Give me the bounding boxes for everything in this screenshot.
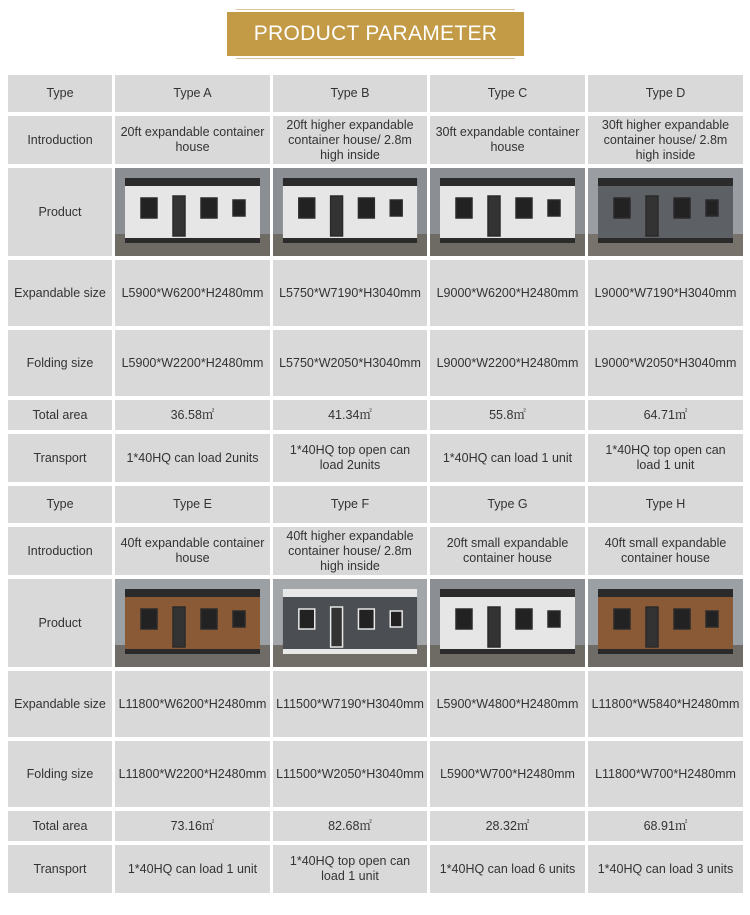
row-label-folding-size: Folding size: [8, 330, 112, 396]
cell-expandable-size: L5900*W4800*H2480mm: [430, 671, 585, 737]
cell-total-area: 41.34㎡: [273, 400, 427, 430]
cell-type: Type G: [430, 486, 585, 523]
cell-type: Type E: [115, 486, 270, 523]
banner-frame-top: [236, 9, 515, 10]
cell-introduction: 20ft small expandable container house: [430, 527, 585, 575]
product-parameter-table: [8, 75, 743, 897]
cell-type: Type A: [115, 75, 270, 112]
cell-type: Type D: [588, 75, 743, 112]
cell-folding-size: L5900*W2200*H2480mm: [115, 330, 270, 396]
row-label-product: Product: [8, 579, 112, 667]
cell-folding-size: L5750*W2050*H3040mm: [273, 330, 427, 396]
cell-folding-size: L5900*W700*H2480mm: [430, 741, 585, 807]
white-panel-house-photo: [273, 168, 427, 256]
cell-folding-size: L11500*W2050*H3040mm: [273, 741, 427, 807]
cell-expandable-size: L5900*W6200*H2480mm: [115, 260, 270, 326]
page-title: PRODUCT PARAMETER: [253, 22, 498, 45]
wood-panel-house-photo: [115, 579, 270, 667]
cell-introduction: 40ft higher expandable container house/ 2.8m high inside: [273, 527, 427, 575]
row-label-product: Product: [8, 168, 112, 256]
wood-panel-house-photo: [588, 579, 743, 667]
cell-introduction: 40ft small expandable container house: [588, 527, 743, 575]
cell-total-area: 82.68㎡: [273, 811, 427, 841]
banner-frame-bottom: [236, 58, 515, 59]
row-label-type: Type: [8, 486, 112, 523]
white-panel-house-photo: [115, 168, 270, 256]
page-title-banner: [227, 12, 524, 56]
cell-type: Type C: [430, 75, 585, 112]
cell-total-area: 68.91㎡: [588, 811, 743, 841]
cell-total-area: 55.8㎡: [430, 400, 585, 430]
cell-transport: 1*40HQ can load 6 units: [430, 845, 585, 893]
cell-transport: 1*40HQ can load 3 units: [588, 845, 743, 893]
cell-total-area: 73.16㎡: [115, 811, 270, 841]
cell-transport: 1*40HQ can load 1 unit: [115, 845, 270, 893]
cell-type: Type B: [273, 75, 427, 112]
cell-folding-size: L9000*W2200*H2480mm: [430, 330, 585, 396]
cell-total-area: 64.71㎡: [588, 400, 743, 430]
cell-total-area: 36.58㎡: [115, 400, 270, 430]
cell-expandable-size: L11800*W5840*H2480mm: [588, 671, 743, 737]
cell-total-area: 28.32㎡: [430, 811, 585, 841]
cell-expandable-size: L9000*W7190*H3040mm: [588, 260, 743, 326]
cell-introduction: 20ft expandable container house: [115, 116, 270, 164]
row-label-expandable-size: Expandable size: [8, 260, 112, 326]
cell-folding-size: L11800*W2200*H2480mm: [115, 741, 270, 807]
cell-transport: 1*40HQ top open can load 1 unit: [273, 845, 427, 893]
row-label-total-area: Total area: [8, 400, 112, 430]
cell-transport: 1*40HQ can load 2units: [115, 434, 270, 482]
white-panel-house-photo: [430, 168, 585, 256]
cell-transport: 1*40HQ top open can load 1 unit: [588, 434, 743, 482]
cell-introduction: 30ft expandable container house: [430, 116, 585, 164]
cell-expandable-size: L11500*W7190*H3040mm: [273, 671, 427, 737]
row-label-transport: Transport: [8, 434, 112, 482]
row-label-introduction: Introduction: [8, 527, 112, 575]
cell-folding-size: L11800*W700*H2480mm: [588, 741, 743, 807]
cell-type: Type F: [273, 486, 427, 523]
cell-expandable-size: L11800*W6200*H2480mm: [115, 671, 270, 737]
cell-introduction: 20ft higher expandable container house/ 2.8m high inside: [273, 116, 427, 164]
cell-expandable-size: L9000*W6200*H2480mm: [430, 260, 585, 326]
row-label-total-area: Total area: [8, 811, 112, 841]
cell-introduction: 30ft higher expandable container house/ 2.8m high inside: [588, 116, 743, 164]
cell-transport: 1*40HQ top open can load 2units: [273, 434, 427, 482]
row-label-transport: Transport: [8, 845, 112, 893]
cell-folding-size: L9000*W2050*H3040mm: [588, 330, 743, 396]
cell-type: Type H: [588, 486, 743, 523]
dark-panel-house-photo: [273, 579, 427, 667]
grey-panel-house-photo: [588, 168, 743, 256]
row-label-introduction: Introduction: [8, 116, 112, 164]
row-label-folding-size: Folding size: [8, 741, 112, 807]
cell-introduction: 40ft expandable container house: [115, 527, 270, 575]
cell-expandable-size: L5750*W7190*H3040mm: [273, 260, 427, 326]
cell-transport: 1*40HQ can load 1 unit: [430, 434, 585, 482]
white-panel-house-photo: [430, 579, 585, 667]
row-label-expandable-size: Expandable size: [8, 671, 112, 737]
row-label-type: Type: [8, 75, 112, 112]
